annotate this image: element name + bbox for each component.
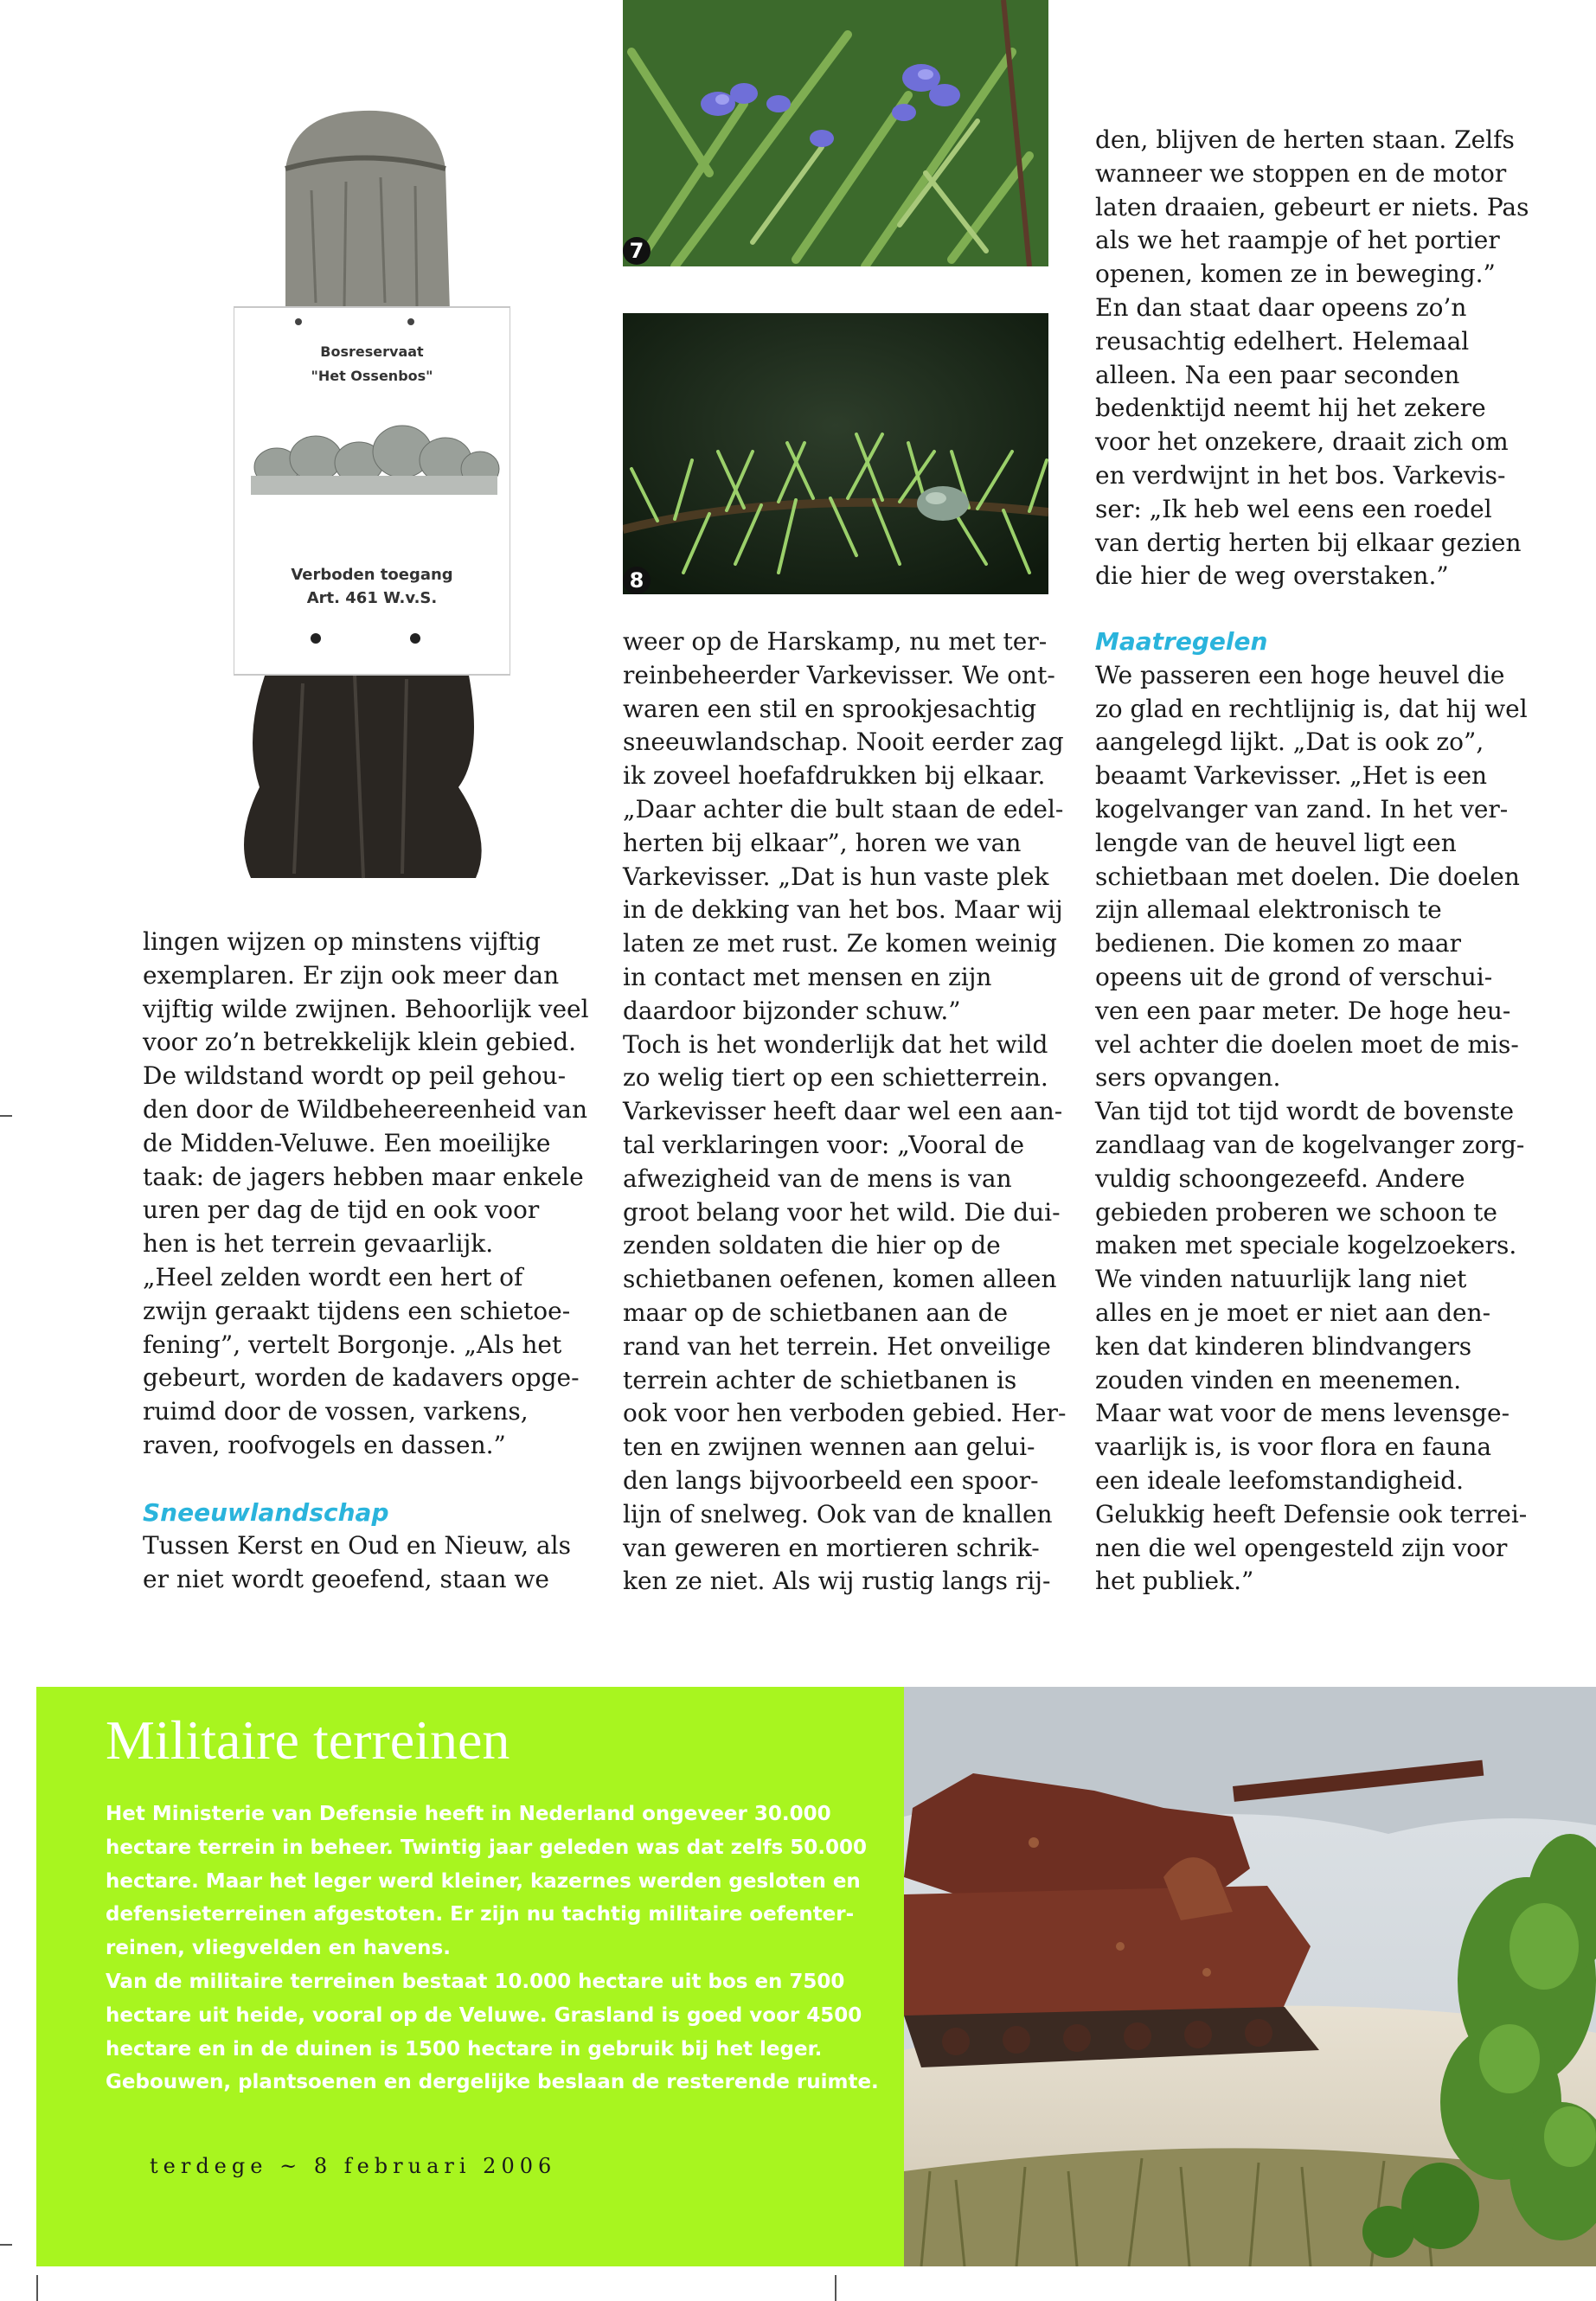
text-line: „Heel zelden wordt een hert of [143,1262,523,1292]
spacer [143,1463,589,1497]
text-line: bedenktijd neemt hij het zekere [1095,394,1486,423]
text-line: als we het raampje of het portier [1095,226,1500,255]
text-line: ruimd door de vossen, varkens, [143,1397,529,1426]
text-line: van dertig herten bij elkaar gezien [1095,528,1522,557]
text-line: bedienen. Die komen zo maar [1095,929,1461,958]
text-line: ik zoveel hoefafdrukken bij elkaar. [623,761,1046,791]
text-line: zijn allemaal elektronisch te [1095,895,1442,925]
text-line: lingen wijzen op minstens vijftig [143,927,541,956]
text-line: zouden vinden en meenemen. [1095,1365,1462,1394]
text-line: den door de Wildbeheereenheid van [143,1094,588,1124]
text-line: van geweren en mortieren schrik- [623,1533,1040,1562]
info-box-line: hectare. Maar het leger werd kleiner, kazernes werden gesloten en [106,1869,861,1893]
column-2 [623,625,1066,1599]
text-line: weer op de Harskamp, nu met ter- [623,627,1048,656]
info-box-line: hectare uit heide, vooral op de Veluwe. Grasland is goed voor 4500 [106,2003,862,2027]
info-box-line: Het Ministerie van Defensie heeft in Nederland ongeveer 30.000 [106,1803,831,1825]
text-line: in contact met mensen en zijn [623,962,992,991]
text-line: schietbanen oefenen, komen alleen [623,1265,1057,1294]
text-line: alles en je moet er niet aan den- [1095,1298,1491,1327]
text-line: Gelukkig heeft Defensie ook terrei- [1095,1499,1528,1529]
text-line: tal verklaringen voor: „Vooral de [623,1130,1025,1159]
text-line: rand van het terrein. Het onveilige [623,1331,1051,1361]
text-line: vuldig schoongezeefd. Andere [1095,1163,1465,1193]
text-line: laten draaien, gebeurt er niets. Pas [1095,192,1529,221]
text-line: maken met speciale kogelzoekers. [1095,1231,1517,1260]
photo-number-8: 8 [623,567,651,594]
text-line: reusachtig edelhert. Helemaal [1095,326,1470,356]
info-box-line: defensieterreinen afgestoten. Er zijn nu tachtig militaire oefenter- [106,1903,855,1926]
column-3 [1095,625,1528,1599]
info-box-line: Gebouwen, plantsoenen en dergelijke beslaan de resterende ruimte. [106,2071,879,2094]
text-line: den langs bijvoorbeeld een spoor- [623,1465,1039,1495]
section-heading-sneeuwlandschap: Sneeuwlandschap [143,1497,389,1527]
info-box-line: Van de militaire terreinen bestaat 10.000 hectare uit bos en 7500 [106,1970,845,1993]
text-line: den, blijven de herten staan. Zelfs [1095,125,1515,154]
text-line: zwijn geraakt tijdens een schietoe- [143,1296,571,1325]
text-line: alleen. Na een paar seconden [1095,360,1460,389]
text-line: wanneer we stoppen en de motor [1095,158,1507,188]
text-line: vel achter die doelen moet de mis- [1095,1029,1519,1059]
text-line: de Midden-Veluwe. Een moeilijke [143,1128,551,1157]
info-box-line: reinen, vliegvelden en havens. [106,1937,451,1960]
text-line: Varkevisser heeft daar wel een aan- [623,1097,1063,1126]
juniper-illustration [623,313,1048,594]
text-line: groot belang voor het wild. Die dui- [623,1197,1061,1227]
info-box-title: Militaire terreinen [106,1709,510,1771]
text-line: beaamt Varkevisser. „Het is een [1095,761,1488,791]
tank-illustration [904,1687,1596,2266]
flower-photo [623,0,1048,266]
text-line: gebeurt, worden de kadavers opge- [143,1363,580,1393]
text-line: ser: „Ik heb wel eens een roedel [1095,494,1492,523]
text-line: reinbeheerder Varkevisser. We ont- [623,660,1055,689]
text-line: Toch is het wonderlijk dat het wild [623,1029,1048,1059]
sign-line2: "Het Ossenbos" [311,368,433,384]
text-line: Van tijd tot tijd wordt de bovenste [1095,1097,1515,1126]
text-line: kogelvanger van zand. In het ver- [1095,794,1509,824]
text-line: er niet wordt geoefend, staan we [143,1565,549,1594]
text-line: ven een paar meter. De hoge heu- [1095,996,1511,1025]
text-line: zo welig tiert op een schietterrein. [623,1063,1048,1093]
text-line: lijn of snelweg. Ook van de knallen [623,1499,1053,1529]
text-line: Varkevisser. „Dat is hun vaste plek [623,862,1049,891]
text-line: die hier de weg overstaken.” [1095,561,1449,591]
text-line: We vinden natuurlijk lang niet [1095,1265,1467,1294]
text-line: ten en zwijnen wennen aan gelui- [623,1433,1035,1462]
info-box-line: hectare en in de duinen is 1500 hectare in gebruik bij het leger. [106,2037,823,2061]
text-line: maar op de schietbanen aan de [623,1298,1009,1327]
section-heading-maatregelen: Maatregelen [1095,627,1268,656]
text-line: lengde van de heuvel ligt een [1095,828,1457,857]
text-line: fening”, vertelt Borgonje. „Als het [143,1330,562,1359]
text-line: ken ze niet. Als wij rustig langs rij- [623,1567,1051,1596]
text-line: raven, roofvogels en dassen.” [143,1430,506,1459]
text-line: herten bij elkaar”, horen we van [623,828,1022,857]
text-line: zo glad en rechtlijnig is, dat hij wel [1095,694,1528,723]
text-line: zandlaag van de kogelvanger zorg- [1095,1130,1525,1159]
text-line: De wildstand wordt op peil gehou- [143,1061,567,1091]
signpost-illustration [234,95,510,882]
column-1 [143,926,589,1597]
text-line: taak: de jagers hebben maar enkele [143,1162,584,1191]
text-line: een ideale leefomstandigheid. [1095,1465,1465,1495]
crop-mark-bottom-left [36,2275,38,2301]
sign-line1: Bosreservaat [320,343,424,360]
text-line: waren een stil en sprookjesachtig [623,694,1037,723]
text-line: nen die wel opengesteld zijn voor [1095,1533,1508,1562]
tank-photo [904,1687,1596,2266]
footer-magazine-date: terdege ~ 8 februari 2006 [150,2154,557,2178]
text-line: ook voor hen verboden gebied. Her- [623,1399,1067,1428]
text-line: zenden soldaten die hier op de [623,1231,1001,1260]
text-line: opeens uit de grond of verschui- [1095,962,1493,991]
info-box-line: hectare terrein in beheer. Twintig jaar geleden was dat zelfs 50.000 [106,1836,867,1859]
text-line: afwezigheid van de mens is van [623,1163,1012,1193]
photo-number-7: 7 [623,237,651,265]
text-line: Tussen Kerst en Oud en Nieuw, als [143,1531,571,1561]
crop-mark-bottom-mid [835,2275,836,2301]
text-line: ken dat kinderen blindvangers [1095,1331,1472,1361]
text-line: in de dekking van het bos. Maar wij [623,895,1063,925]
info-box-body [106,1798,879,2099]
text-line: laten ze met rust. Ze komen weinig [623,929,1057,958]
flower-illustration [623,0,1048,266]
text-line: vaarlijk is, is voor flora en fauna [1095,1433,1492,1462]
text-line: We passeren een hoge heuvel die [1095,660,1505,689]
text-line: uren per dag de tijd en ook voor [143,1195,540,1225]
text-line: Maar wat voor de mens levensge- [1095,1399,1510,1428]
sign-line4: Art. 461 W.v.S. [306,589,438,607]
text-line: voor het onzekere, draait zich om [1095,427,1509,457]
text-line: „Daar achter die bult staan de edel- [623,794,1064,824]
text-line: hen is het terrein gevaarlijk. [143,1229,494,1259]
text-line: openen, komen ze in beweging.” [1095,260,1496,289]
text-line: het publiek.” [1095,1567,1254,1596]
text-line: sneeuwlandschap. Nooit eerder zag [623,727,1064,757]
crop-mark-left [0,1115,12,1117]
text-line: aangelegd lijkt. „Dat is ook zo”, [1095,727,1484,757]
text-line: vijftig wilde zwijnen. Behoorlijk veel [143,994,589,1023]
crop-mark-left-bottom [0,2244,12,2246]
text-line: sers opvangen. [1095,1063,1281,1093]
text-line: daardoor bijzonder schuw.” [623,996,961,1025]
juniper-photo [623,313,1048,594]
sign-line3: Verboden toegang [291,566,453,584]
text-line: voor zo’n betrekkelijk klein gebied. [143,1028,577,1057]
text-line: terrein achter de schietbanen is [623,1365,1017,1394]
text-line: en verdwijnt in het bos. Varkevis- [1095,460,1506,490]
signpost-photo [234,95,510,882]
text-line: schietbaan met doelen. Die doelen [1095,862,1520,891]
text-line: exemplaren. Er zijn ook meer dan [143,960,560,990]
text-line: En dan staat daar opeens zo’n [1095,292,1467,322]
text-line: gebieden proberen we schoon te [1095,1197,1497,1227]
column-3-top [1095,124,1529,593]
